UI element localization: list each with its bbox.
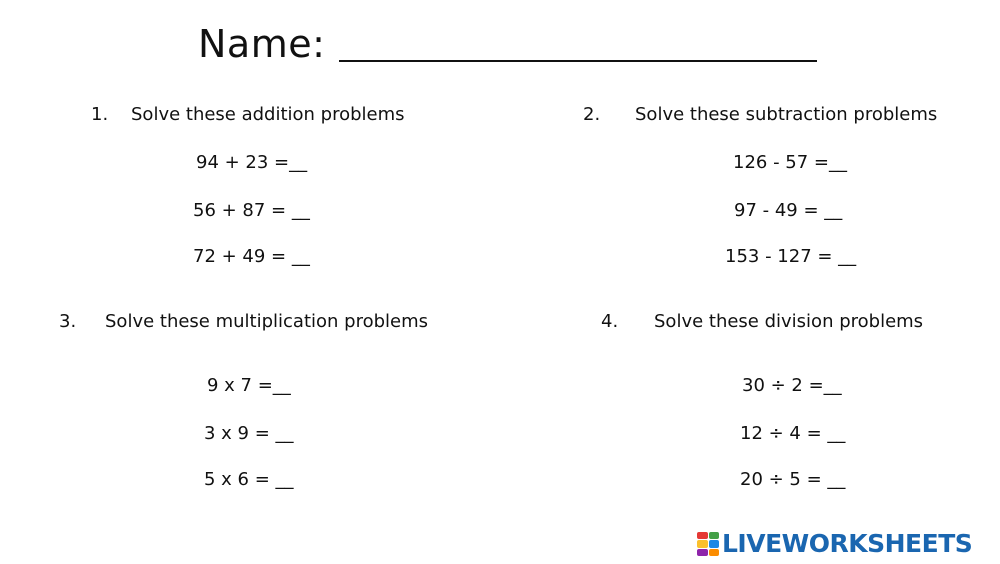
section-title: Solve these addition problems: [131, 104, 405, 125]
problem-addition-1[interactable]: 94 + 23 =__: [196, 152, 308, 173]
problem-division-2[interactable]: 12 ÷ 4 = __: [740, 423, 846, 444]
logo-text: LIVEWORKSHEETS: [722, 529, 973, 558]
logo-badge-icon: [697, 532, 719, 556]
logo-badge-cell: [709, 540, 720, 547]
logo-badge-cell: [709, 532, 720, 539]
name-blank-line[interactable]: [339, 30, 817, 62]
problem-multiplication-3[interactable]: 5 x 6 = __: [204, 469, 294, 490]
section-number: 2.: [583, 104, 601, 125]
problem-multiplication-2[interactable]: 3 x 9 = __: [204, 423, 294, 444]
name-field-row: [198, 10, 817, 66]
section-title: Solve these subtraction problems: [635, 104, 938, 125]
logo-badge-cell: [697, 532, 708, 539]
name-label: Name:: [198, 22, 326, 66]
logo-badge-cell: [709, 549, 720, 556]
problem-subtraction-1[interactable]: 126 - 57 =__: [733, 152, 848, 173]
section-number: 4.: [601, 311, 619, 332]
problem-subtraction-2[interactable]: 97 - 49 = __: [734, 200, 843, 221]
section-title: Solve these division problems: [654, 311, 924, 332]
logo-badge-cell: [697, 540, 708, 547]
section-heading-multiplication: [59, 311, 428, 333]
section-heading-subtraction: [583, 104, 937, 126]
section-title: Solve these multiplication problems: [105, 311, 429, 332]
problem-subtraction-3[interactable]: 153 - 127 = __: [725, 246, 857, 267]
logo-badge-cell: [697, 549, 708, 556]
problem-division-3[interactable]: 20 ÷ 5 = __: [740, 469, 846, 490]
liveworksheets-logo: [697, 530, 972, 558]
section-number: 3.: [59, 311, 77, 332]
problem-addition-2[interactable]: 56 + 87 = __: [193, 200, 310, 221]
problem-division-1[interactable]: 30 ÷ 2 =__: [742, 375, 842, 396]
problem-addition-3[interactable]: 72 + 49 = __: [193, 246, 310, 267]
section-heading-addition: [91, 104, 405, 126]
section-heading-division: [601, 311, 923, 333]
problem-multiplication-1[interactable]: 9 x 7 =__: [207, 375, 291, 396]
section-number: 1.: [91, 104, 109, 125]
